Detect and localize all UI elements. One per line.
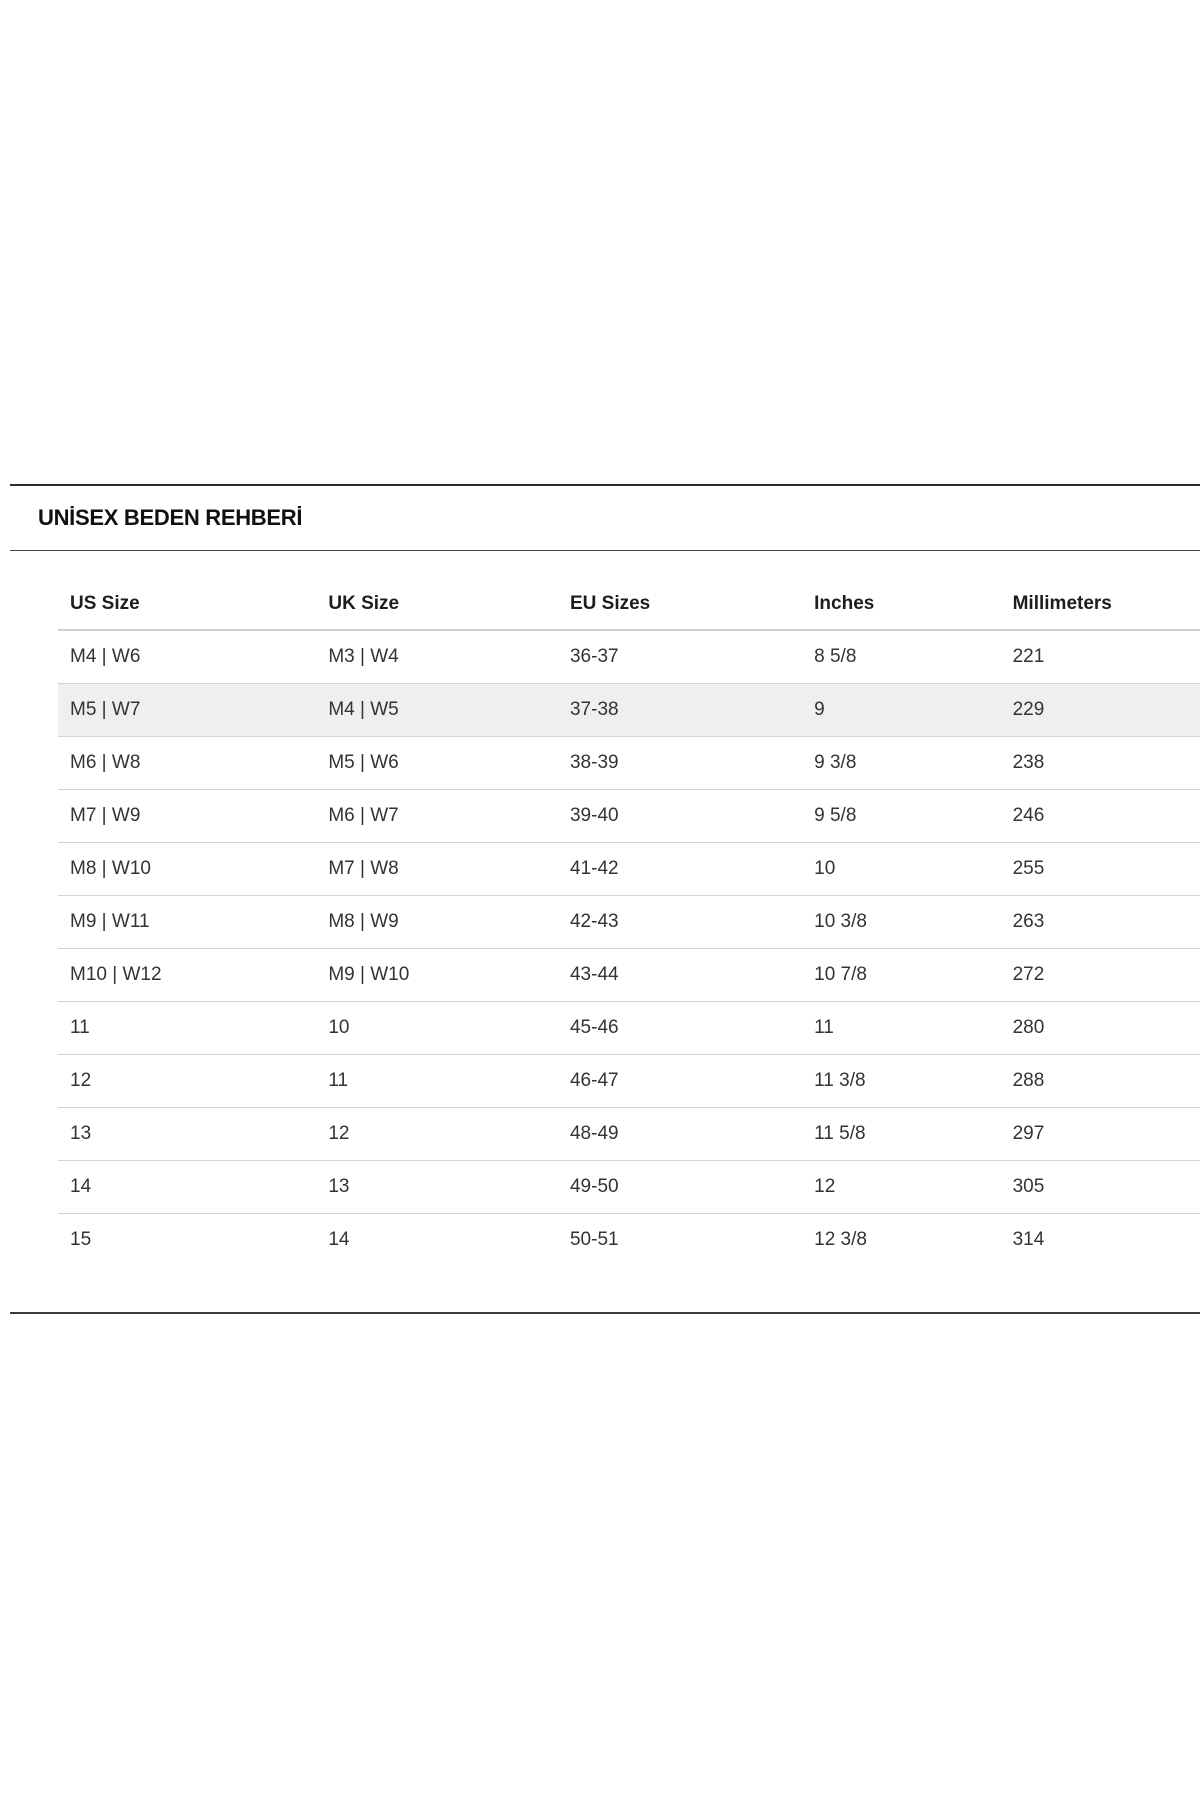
cell-uk-size: M6 | W7	[316, 790, 558, 843]
cell-eu-size: 36-37	[558, 630, 802, 684]
table-row	[58, 684, 1200, 737]
cell-millimeters: 263	[1001, 896, 1200, 949]
cell-inches: 10 7/8	[802, 949, 1000, 1002]
table-row	[58, 1161, 1200, 1214]
cell-us-size: M9 | W11	[58, 896, 316, 949]
cell-us-size: M4 | W6	[58, 630, 316, 684]
cell-inches: 9	[802, 684, 1000, 737]
cell-uk-size: 10	[316, 1002, 558, 1055]
cell-inches: 11 3/8	[802, 1055, 1000, 1108]
cell-millimeters: 229	[1001, 684, 1200, 737]
cell-eu-size: 46-47	[558, 1055, 802, 1108]
cell-us-size: M7 | W9	[58, 790, 316, 843]
cell-us-size: 13	[58, 1108, 316, 1161]
cell-millimeters: 297	[1001, 1108, 1200, 1161]
cell-us-size: 12	[58, 1055, 316, 1108]
header-millimeters: Millimeters	[1001, 579, 1200, 630]
cell-uk-size: M9 | W10	[316, 949, 558, 1002]
cell-uk-size: 12	[316, 1108, 558, 1161]
cell-eu-size: 41-42	[558, 843, 802, 896]
cell-millimeters: 255	[1001, 843, 1200, 896]
cell-eu-size: 37-38	[558, 684, 802, 737]
cell-us-size: M10 | W12	[58, 949, 316, 1002]
cell-eu-size: 48-49	[558, 1108, 802, 1161]
cell-inches: 12	[802, 1161, 1000, 1214]
size-guide	[10, 484, 1200, 1266]
cell-uk-size: 11	[316, 1055, 558, 1108]
cell-eu-size: 49-50	[558, 1161, 802, 1214]
cell-inches: 9 5/8	[802, 790, 1000, 843]
header-uk-size: UK Size	[316, 579, 558, 630]
size-guide-title: UNİSEX BEDEN REHBERİ	[10, 486, 1200, 551]
bottom-divider	[10, 1312, 1200, 1314]
cell-us-size: M8 | W10	[58, 843, 316, 896]
cell-inches: 12 3/8	[814, 1229, 867, 1250]
cell-uk-size: M7 | W8	[316, 843, 558, 896]
cell-millimeters: 221	[1001, 630, 1200, 684]
cell-inches: 10	[802, 843, 1000, 896]
cell-us-size: M6 | W8	[58, 737, 316, 790]
cell-uk-size: M8 | W9	[316, 896, 558, 949]
cell-uk-size: 14	[328, 1229, 350, 1250]
table-row	[58, 790, 1200, 843]
table-row	[58, 843, 1200, 896]
cell-millimeters: 246	[1001, 790, 1200, 843]
table-row	[58, 1214, 1200, 1267]
table-row	[58, 896, 1200, 949]
size-table	[58, 579, 1200, 1266]
cell-us-size: 11	[58, 1002, 316, 1055]
cell-eu-size: 43-44	[558, 949, 802, 1002]
cell-millimeters: 280	[1001, 1002, 1200, 1055]
cell-eu-size: 42-43	[558, 896, 802, 949]
cell-us-size: 15	[70, 1229, 92, 1250]
header-us-size: US Size	[58, 579, 316, 630]
cell-millimeters: 238	[1001, 737, 1200, 790]
cell-inches: 9 3/8	[802, 737, 1000, 790]
cell-us-size: M5 | W7	[58, 684, 316, 737]
cell-us-size: 14	[58, 1161, 316, 1214]
cell-eu-size: 39-40	[558, 790, 802, 843]
cell-inches: 11 5/8	[802, 1108, 1000, 1161]
header-eu-sizes: EU Sizes	[558, 579, 802, 630]
cell-millimeters: 314	[1012, 1229, 1045, 1250]
table-row	[58, 737, 1200, 790]
table-row	[58, 949, 1200, 1002]
table-row	[58, 1002, 1200, 1055]
cell-eu-size: 50-51	[569, 1229, 619, 1250]
cell-inches: 11	[802, 1002, 1000, 1055]
table-row	[58, 1108, 1200, 1161]
table-row	[58, 1055, 1200, 1108]
cell-inches: 8 5/8	[802, 630, 1000, 684]
cell-uk-size: M4 | W5	[316, 684, 558, 737]
cell-eu-size: 38-39	[558, 737, 802, 790]
table-header-row	[58, 579, 1200, 630]
cell-millimeters: 305	[1001, 1161, 1200, 1214]
cell-millimeters: 288	[1001, 1055, 1200, 1108]
cell-uk-size: M3 | W4	[316, 630, 558, 684]
cell-inches: 10 3/8	[802, 896, 1000, 949]
cell-millimeters: 272	[1001, 949, 1200, 1002]
header-inches: Inches	[802, 579, 1000, 630]
cell-uk-size: 13	[316, 1161, 558, 1214]
table-row	[58, 630, 1200, 684]
cell-eu-size: 45-46	[558, 1002, 802, 1055]
cell-uk-size: M5 | W6	[316, 737, 558, 790]
